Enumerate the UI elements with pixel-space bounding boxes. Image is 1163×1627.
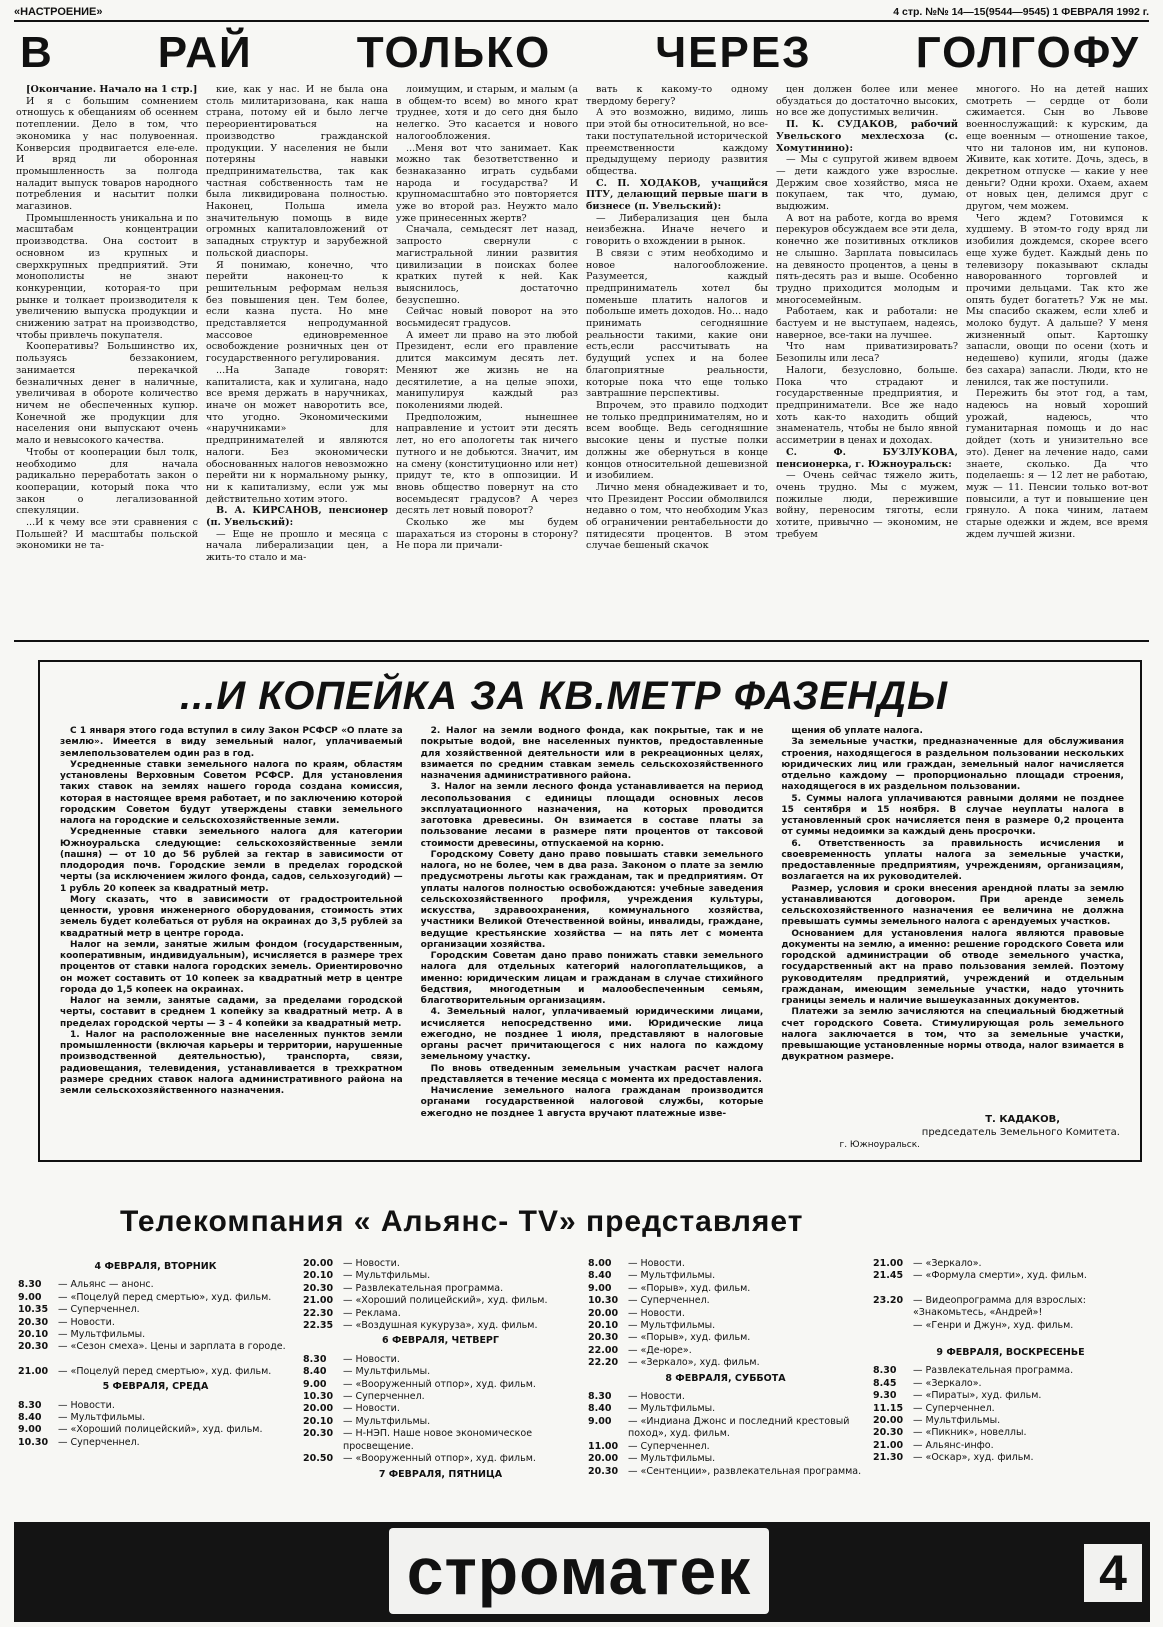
tv-program xyxy=(588,1357,863,1369)
tv-column xyxy=(303,1258,578,1520)
tv-day-heading: 9 ФЕВРАЛЯ, ВОСКРЕСЕНЬЕ xyxy=(936,1347,1085,1359)
tv-program xyxy=(18,1304,293,1316)
paragraph: За земельные участки, предназначенные для обслуживания строения, находящегося в раздельном пользовании нескольких юридических лиц или граждан, земельный налог начисляется отдельно каждому — пропорционально площади строения, находящегося в их раздельном пользовании. xyxy=(781,737,1124,793)
tv-program xyxy=(303,1391,578,1403)
paragraph xyxy=(396,517,578,552)
program-title: — Мультфильмы. xyxy=(343,1415,431,1427)
program-time: 8.30 xyxy=(873,1365,897,1377)
paragraph xyxy=(16,517,198,552)
program-time: 8.40 xyxy=(303,1366,327,1378)
signature-city: г. Южноуральск. xyxy=(839,1140,920,1150)
tv-column xyxy=(873,1258,1148,1520)
tv-program xyxy=(18,1424,293,1436)
program-time: 21.00 xyxy=(303,1295,334,1307)
tv-program xyxy=(18,1341,293,1353)
program-title: — Суперченнел. xyxy=(913,1402,995,1414)
paragraph: Усредненные ставки земельного налога для категории Южноуральска следующие: сельскохозяйственные земли (пашня) — от 10 до 56 рублей за гектар в зависимости от плодородия почв. Городские земли в пределах городской черты (за исключением жилого фонда, садов, сельхозугодий) — 1 рубль 20 копеек за квадратный метр. xyxy=(60,827,403,894)
program-title: — Новости. xyxy=(58,1316,115,1328)
paragraph: Начисление земельного налога гражданам производится органами государственной налоговой службы, которые ежегодно не позднее 1 августа вручают платежные изве- xyxy=(420,1086,764,1119)
tv-program xyxy=(873,1320,1148,1332)
program-title: — Новости. xyxy=(58,1399,115,1411)
program-title: — «Пикник», новеллы. xyxy=(913,1427,1027,1439)
spacer xyxy=(873,1332,1148,1344)
paragraph: Городским Советам дано право понижать ставки земельного налога для отдельных категорий налогоплательщиков, а именно: юридическим лицам и гражданам в случае стихийного бедствия, многодетным и малообеспеченным семьям, благотворительным организациям. xyxy=(420,951,764,1006)
paragraph: 2. Налог на земли водного фонда, как покрытые, так и не покрытые водой, вне населенных пунктов, предоставленные для хозяйственной деятельности или в рекреационных целях, взимается по средним ставкам земель сельскохозяйственного назначения административного района. xyxy=(420,726,764,781)
program-time: 9.00 xyxy=(303,1378,327,1390)
program-time: 10.30 xyxy=(18,1436,49,1448)
article1-column xyxy=(396,84,578,644)
program-time: 9.00 xyxy=(18,1424,42,1436)
program-title: — Н-НЭП. Наше новое экономическое просвещение. xyxy=(343,1428,533,1452)
program-title: — «Зеркало». xyxy=(913,1258,982,1269)
program-time: 8.40 xyxy=(18,1412,42,1424)
paragraph xyxy=(396,330,578,412)
paragraph xyxy=(396,84,578,143)
program-title: — «Порыв», худ. фильм. xyxy=(628,1332,751,1344)
article2-headline: ...И КОПЕЙКА ЗА КВ.МЕТР ФАЗЕНДЫ xyxy=(180,674,948,718)
paragraph xyxy=(776,306,958,341)
paragraph-text: — Еще не прошло и месяца с начала либерализации цен, а жить-то стало и ма- xyxy=(206,528,388,564)
program-title: — Новости. xyxy=(628,1307,685,1319)
paragraph-text: лоимущим, и старым, и малым (а в общем-то всем) во много крат труднее, хотя и до сего дня было нелегко. Это касается и нового налогообложения. xyxy=(396,84,578,142)
headline-word: ТОЛЬКО xyxy=(356,28,552,77)
program-time: 10.30 xyxy=(588,1295,619,1307)
byline: [Окончание. Начало на 1 стр.] xyxy=(26,84,198,95)
paragraph xyxy=(396,412,578,517)
paragraph-text: Чтобы от кооперации был толк, необходимо для начала радикально переработать закон о кооперации, который пока что закон о легализованной спекуляции. xyxy=(16,446,198,517)
page-header xyxy=(14,6,1149,22)
program-time: 20.00 xyxy=(873,1415,904,1427)
paragraph: 4. Земельный налог, уплачиваемый юридическими лицами, исчисляется непосредственно ими. Юридические лица ежегодно, не позднее 1 июля, представляют в налоговые органы расчет причитающегося с них налога по каждому земельному участку. xyxy=(420,1007,764,1063)
tv-program xyxy=(18,1366,293,1378)
program-title: — «Вооруженный отпор», худ. фильм. xyxy=(343,1453,536,1465)
paragraph xyxy=(16,341,198,446)
tv-column xyxy=(588,1258,863,1520)
program-time: 11.15 xyxy=(873,1402,904,1414)
tv-program xyxy=(18,1317,293,1329)
article2-column xyxy=(60,726,403,1156)
paragraph xyxy=(586,178,768,213)
paragraph xyxy=(206,84,388,260)
program-title: — «Хороший полицейский», худ. фильм. xyxy=(58,1424,263,1436)
program-time: 20.10 xyxy=(303,1270,334,1282)
paragraph: Могу сказать, что в зависимости от градостроительной ценности, уровня инженерного оборудования, стоимость этих земель будет колебаться от рубля на окраинах до 3,5 рублей за квадратный метр в центре города. xyxy=(60,894,403,939)
program-time: 10.35 xyxy=(18,1304,49,1316)
program-title: — Альянс — анонс. xyxy=(58,1279,154,1291)
paragraph xyxy=(16,213,198,342)
paragraph xyxy=(966,388,1148,540)
program-time: 21.30 xyxy=(873,1452,904,1464)
page-number: 4 xyxy=(1084,1544,1142,1602)
paragraph: Основанием для установления налога являются правовые документы на землю, а именно: решение городского Совета или городской администрации об отводе земельного участка, государственный акт на право пользования землей. Поэтому руководителям предприятий, учреждений и отдельным гражданам, имеющим земельные участки, надо уточнить границы земель и наличие вышеуказанных документов. xyxy=(781,928,1124,1006)
tv-program xyxy=(303,1428,578,1453)
tv-program xyxy=(588,1416,863,1441)
article1-column xyxy=(586,84,768,644)
program-time: 20.30 xyxy=(303,1282,334,1294)
article2-signature xyxy=(820,1113,1120,1152)
paragraph: 5. Суммы налога уплачиваются равными долями не позднее 15 сентября и 15 ноября. В случае неуплаты налога в установленный срок начисляется пеня в размере 0,2 процента от суммы недоимки за каждый день просрочки. xyxy=(781,793,1124,838)
paragraph xyxy=(586,400,768,482)
program-time: 8.30 xyxy=(18,1279,42,1291)
paragraph-text: — Мы с супругой живем вдвоем — дети каждого уже взрослые. Держим свое хозяйство, мяса не покупаем, так что, думаю, выдюжим. xyxy=(776,154,958,213)
article2-column xyxy=(781,726,1124,1156)
paragraph: Усредненные ставки земельного налога по краям, областям установлены Верховным Советом РСФСР. Для установления таких ставок на землях нашего города создана комиссия, которая в настоящее время работает, и по заключению которой городским Советом будут утверждены ставки земельного налога на городские и сельскохозяйственные земли. xyxy=(60,759,403,826)
program-title: — Мультфильмы. xyxy=(628,1270,716,1282)
program-title: — «Сентенции», развлекательная программа. xyxy=(628,1465,862,1477)
program-title: — «Оскар», худ. фильм. xyxy=(913,1452,1034,1464)
article1-headline xyxy=(20,28,1140,78)
program-title: — Суперченнел. xyxy=(628,1440,710,1452)
paragraph-text: вать к какому-то одному твердому берегу? xyxy=(586,84,768,107)
program-title: — «Индиана Джонс и последний крестовый поход», худ. фильм. xyxy=(628,1415,850,1440)
tv-title: Телекомпания « Альянс- TV» представляет xyxy=(120,1205,804,1238)
program-time: 20.30 xyxy=(18,1341,49,1353)
tv-program xyxy=(588,1332,863,1344)
tv-program xyxy=(873,1427,1148,1439)
paragraph-text: Впрочем, это правило подходит не только предпринимателям, но и всем вообще. Ведь сегодняшние высокие цены и пустые полки должны же обернуться в конце концов относительной дешевизной и изобилием. xyxy=(586,399,768,482)
program-time: 10.30 xyxy=(303,1391,334,1403)
paragraph-text: цен должен более или менее обуздаться до достаточно высоких, но все же допустимых величин. xyxy=(776,84,958,119)
program-time: 23.20 xyxy=(873,1294,904,1306)
program-time: 22.30 xyxy=(303,1307,334,1319)
tv-program xyxy=(588,1295,863,1307)
spacer xyxy=(873,1283,1148,1295)
paragraph: Размер, условия и сроки внесения арендной платы за землю устанавливаются договором. При аренде земель сельскохозяйственного назначения ее величина не должна превышать суммы земельного налога с арендуемых участков. xyxy=(781,883,1124,928)
paragraph xyxy=(776,365,958,447)
paragraph xyxy=(966,213,1148,389)
tv-day-heading: 5 ФЕВРАЛЯ, СРЕДА xyxy=(102,1381,209,1393)
paragraph xyxy=(776,84,958,119)
paragraph-text: Чего ждем? Готовимся к худшему. В этом-то году вряд ли изобилия дождемся, скорее всего еще хуже будет. Каждый день по телевизору показывают склады наворованного торговлей и прочими дельцами. Так кто же опять будет богатеть? Уж не мы. Мы спасибо скажем, если хлеб и молоко будут. А дальше? У меня жизненный опыт. Картошку запасли, овощи по осени (хоть и недешево) купили, ягоды (даже без сахара) запасли. Люди, кто не ленился, так же поступили. xyxy=(966,212,1148,388)
tv-program xyxy=(588,1391,863,1403)
tv-program xyxy=(588,1441,863,1453)
paragraph-text: — Очень сейчас тяжело жить, очень трудно. Мы с мужем, пожилые люди, пережившие войну, переносим тяготы, если хотите, привычно — экономим, не требуем xyxy=(776,470,958,540)
program-time: 21.45 xyxy=(873,1270,904,1282)
tv-program xyxy=(873,1415,1148,1427)
paragraph-text: Я понимаю, конечно, что перейти наконец-то к решительным реформам нельзя без повышения цен. Тем более, если казна пуста. Но мне представляется непродуманной массовое единовременное освобождение розничных цен от государственного регулирования. xyxy=(206,259,388,365)
tv-program xyxy=(18,1292,293,1304)
paragraph: Налог на земли, занятые жилым фондом (государственным, кооперативным, индивидуальным), исчисляется в размере трех процентов от ставки налога городских земель. Ориентировочно он может составить от 10 копеек за квадратный метр в центре города до 1,5 копеек на окраинах. xyxy=(60,939,403,995)
headline-word: ЧЕРЕЗ xyxy=(655,28,812,77)
paragraph xyxy=(206,529,388,564)
paragraph: По вновь отведенным земельным участкам расчет налога представляется в течение месяца с момента их предоставления. xyxy=(420,1063,764,1085)
headline-word: ГОЛГОФУ xyxy=(915,28,1140,77)
tv-program xyxy=(588,1258,863,1270)
paragraph-text: Работаем, как и работали: не бастуем и не выступаем, надеясь, наверное, все-таки на лучшее. xyxy=(776,306,958,341)
paragraph-text: Кооперативы? Большинство их, пользуясь беззаконием, занимается перекачкой безналичных денег в наличные, увеличивая в обороте количество ничем не обеспеченных купюр. Конечной же продукции для населения они выпускают очень мало и невысокого качества. xyxy=(16,341,198,447)
paragraph xyxy=(16,84,198,96)
program-title: — Мультфильмы. xyxy=(913,1415,1001,1427)
paragraph: 3. Налог на земли лесного фонда устанавливается на период лесопользования с единицы площади основных лесов эксплуатационного назначения, на которых проводится заготовка древесины. Он взимается в составе платы за пользование лесами в размере пяти процентов от таксовой стоимости древесины, отпускаемой на корню. xyxy=(420,782,764,849)
program-title: — Мультфильмы. xyxy=(628,1403,716,1415)
program-title: — «Формула смерти», худ. фильм. xyxy=(913,1270,1087,1282)
program-title: — «Поцелуй перед смертью», худ. фильм. xyxy=(58,1365,272,1377)
program-title: — «Воздушная кукуруза», худ. фильм. xyxy=(343,1320,538,1332)
program-time: 20.30 xyxy=(18,1316,49,1328)
paragraph xyxy=(586,248,768,400)
tv-program xyxy=(588,1403,863,1415)
paragraph xyxy=(16,96,198,213)
program-time: 20.30 xyxy=(303,1428,334,1440)
program-time: 21.00 xyxy=(873,1439,904,1451)
program-time: 20.30 xyxy=(873,1427,904,1439)
divider xyxy=(14,640,1149,642)
signature-title: председатель Земельного Комитета. xyxy=(921,1127,1120,1138)
program-title: — «Хороший полицейский», худ. фильм. xyxy=(343,1295,548,1307)
headline-word: В xyxy=(20,28,54,77)
tv-program xyxy=(303,1416,578,1428)
tv-day-heading: 4 ФЕВРАЛЯ, ВТОРНИК xyxy=(94,1261,217,1272)
program-time: 8.00 xyxy=(588,1258,612,1269)
paragraph xyxy=(586,213,768,248)
tv-program xyxy=(18,1412,293,1424)
paragraph xyxy=(206,365,388,505)
program-time: 20.10 xyxy=(18,1329,49,1341)
program-time: 9.00 xyxy=(588,1415,612,1427)
program-title: — «Зеркало», худ. фильм. xyxy=(628,1357,760,1369)
tv-program xyxy=(588,1345,863,1357)
program-title: — Суперченнел. xyxy=(628,1295,710,1307)
article1-column xyxy=(776,84,958,644)
program-title: — Развлекательная программа. xyxy=(913,1365,1074,1377)
paragraph xyxy=(586,84,768,107)
program-title: — Видеопрограмма для взрослых: «Знакомьтесь, «Андрей»! xyxy=(913,1294,1086,1319)
paragraph-text: многого. Но на детей наших смотреть — сердце от боли сжимается. Сын во Львове военнослужащий: к курским, да еще военным — отношение такое, что ни талонов им, ни купонов. Живите, как хотите. Дочь, здесь, в декретном отпуске — какие у нее деньги? Одни крохи. Охаем, ахаем от новых цен, делимся друг с другом, чем можем. xyxy=(966,84,1148,213)
program-time: 21.00 xyxy=(873,1258,904,1269)
tv-schedule xyxy=(18,1258,1148,1520)
program-time: 20.00 xyxy=(303,1403,334,1415)
program-time: 21.00 xyxy=(18,1365,49,1377)
paragraph xyxy=(776,119,958,154)
program-title: — «Зеркало». xyxy=(913,1377,982,1389)
paragraph xyxy=(586,482,768,552)
program-title: — Мультфильмы. xyxy=(628,1320,716,1332)
paragraph-text: кие, как у нас. И не была она столь милитаризована, как наша страна, потому ей и было легче переориентироваться на производство гражданской продукции. У населения не были потеряны навыки предпринимательства, так как частная собственность там не была ликвидирована полностью. Наконец, Польша имела значительную помощь в виде огромных капиталовложений от западных структур и зарубежной польской диаспоры. xyxy=(206,84,388,259)
paragraph-text: Лично меня обнадеживает и то, что Президент России обмолвился недавно о том, что необходим Указ об ограничении рентабельности до пятидесяти процентов. В этом случае бешеный скачок xyxy=(586,481,768,552)
byline: В. А. КИРСАНОВ, пенсионер (п. Увельский): xyxy=(206,505,388,529)
tv-program xyxy=(303,1320,578,1332)
paragraph xyxy=(206,260,388,365)
program-time: 8.30 xyxy=(18,1399,42,1411)
section-label: «НАСТРОЕНИЕ» xyxy=(14,6,103,18)
program-time: 9.30 xyxy=(873,1390,897,1402)
program-title: — Суперченнел. xyxy=(58,1304,140,1316)
program-time: 20.00 xyxy=(303,1258,334,1269)
program-time: 20.00 xyxy=(588,1307,619,1319)
program-time: 9.00 xyxy=(18,1291,42,1303)
paragraph-text: Промышленность уникальна и по масштабам концентрации производства. Она состоит в основном из крупных и сверхкрупных предприятий. Эти монополисты не знают конкуренции, которая-то при рынке и толкает производителя к увеличению выпуска продукции и снижению затрат на производство, чтобы привлечь покупателя. xyxy=(16,212,198,341)
paragraph-text: А имеет ли право на это любой Президент, если его правление длится максимум десять лет. Меняют же жизнь не на десятилетие, а на целые эпохи, манипулируя каждый раз поколениями людей. xyxy=(396,329,578,411)
paragraph xyxy=(586,107,768,177)
tv-program xyxy=(303,1270,578,1282)
tv-program xyxy=(303,1403,578,1415)
program-title: — «Порыв», худ. фильм. xyxy=(628,1282,751,1294)
article1-column xyxy=(16,84,198,644)
article2-column xyxy=(421,726,764,1156)
paragraph: щения об уплате налога. xyxy=(791,726,923,736)
paragraph: 6. Ответственность за правильность исчисления и своевременность уплаты налога за земельные участки, предоставленные предприятиям, учреждениям, организациям, возлагается на их руководителей. xyxy=(781,838,1124,883)
program-time: 20.50 xyxy=(303,1453,334,1465)
paragraph-text: В связи с этим необходимо и новое налогообложение. Разумеется, каждый предприниматель хотел бы поменьше платить налогов и побольше иметь доходов. Но... надо принимать сегодняшние реальности такими, какие они есть,если рассчитывать на будущий успех и на более благоприятные реальности, которые пока что еще только завтрашние перспективы. xyxy=(586,247,768,400)
paragraph xyxy=(776,470,958,540)
tv-column xyxy=(18,1258,293,1520)
tv-program xyxy=(303,1453,578,1465)
issue-info: 4 стр. №№ 14—15(9544—9545) 1 ФЕВРАЛЯ 1992 г. xyxy=(893,6,1149,18)
tv-program xyxy=(588,1283,863,1295)
tv-program xyxy=(873,1440,1148,1452)
tv-day-heading: 8 ФЕВРАЛЯ, СУББОТА xyxy=(665,1372,786,1384)
tv-program xyxy=(873,1378,1148,1390)
program-time: 11.00 xyxy=(588,1440,619,1452)
program-time: 22.20 xyxy=(588,1357,619,1369)
paragraph: Налог на земли, занятые садами, за пределами городской черты, составит в среднем 1 копейку за квадратный метр. А в пределах городской черты — 3 – 4 копейки за квадратный метр. xyxy=(60,996,403,1029)
article1-columns xyxy=(16,84,1148,644)
paragraph-text: ...Меня вот что занимает. Как можно так безответственно и безнаказанно играть судьбами народа и государства? И крупномасштабно это повторяется уже во второй раз. Неужто мало уже принесенных жертв? xyxy=(396,142,578,224)
paragraph: С 1 января этого года вступил в силу Закон РСФСР «О плате за землю». Имеется в виду земельный налог, уплачиваемый землепользователем один раз в год. xyxy=(60,726,403,759)
tv-program xyxy=(303,1308,578,1320)
program-time: 20.30 xyxy=(588,1332,619,1344)
spacer xyxy=(18,1354,293,1366)
tv-program xyxy=(588,1320,863,1332)
paragraph-text: Налоги, безусловно, больше. Пока что страдают и государственные предприятия, и предприниматели. Все же надо хоть как-то находить общий знаменатель, чтобы не было явной ассиметрии в ценах и доходах. xyxy=(776,364,958,447)
paragraph xyxy=(776,213,958,307)
tv-day-heading: 7 ФЕВРАЛЯ, ПЯТНИЦА xyxy=(378,1468,503,1480)
program-title: — Новости. xyxy=(343,1353,400,1365)
program-title: — Реклама. xyxy=(343,1307,401,1319)
program-title: — Мультфильмы. xyxy=(58,1329,146,1341)
program-time: 8.40 xyxy=(588,1270,612,1282)
tv-program xyxy=(303,1366,578,1378)
program-time: 22.35 xyxy=(303,1320,334,1332)
paragraph-text: И я с большим сомнением отношусь к обещаниям об осеннем потеплении. Дело в том, что экономика у нас полувоенная. Конверсия продвигается еле-еле. И вряд ли оборонная промышленность за полгода наладит выпуск товаров народного потребления и насытит полки магазинов. xyxy=(16,95,198,213)
program-time: 8.45 xyxy=(873,1377,897,1389)
tv-program xyxy=(18,1329,293,1341)
paragraph-text: Сейчас новый поворот на это восьмидесят градусов. xyxy=(396,306,578,330)
program-time: 8.40 xyxy=(588,1403,612,1415)
signature-name: Т. КАДАКОВ, xyxy=(985,1114,1060,1125)
tv-program xyxy=(588,1308,863,1320)
tv-program xyxy=(873,1403,1148,1415)
tv-program xyxy=(303,1379,578,1391)
paragraph xyxy=(396,143,578,225)
paragraph xyxy=(776,447,958,470)
tv-program xyxy=(18,1279,293,1291)
paragraph-text: — Либерализация цен была неизбежна. Иначе нечего и говорить о вхождении в рынок. xyxy=(586,212,768,248)
paragraph: Платежи за землю зачисляются на специальный бюджетный счет городского Совета. Стимулирующая роль земельного налога заключается в том, что за земельные участки, превышающие установленные нормы отвода, налог взимается в двукратном размере. xyxy=(781,1007,1124,1063)
paragraph: 1. Налог на расположенные вне населенных пунктов земли промышленности (включая карьеры и территории, нарушенные производственной деятельностью), транспорта, связи, радиовещания, телевидения, устанавливается в трехкратном размере средних ставок налога административного района на земли сельскохозяйственного назначения. xyxy=(60,1029,403,1096)
byline: С. Ф. БУЗЛУКОВА, пенсионерка, г. Южноуральск: xyxy=(776,446,958,470)
program-time: 20.10 xyxy=(588,1320,619,1332)
paragraph xyxy=(396,224,578,306)
byline: С. П. ХОДАКОВ, учащийся ПТУ, делающий первые шаги в бизнесе (п. Увельский): xyxy=(586,177,768,213)
tv-program xyxy=(18,1400,293,1412)
article1-column xyxy=(966,84,1148,644)
program-title: — Новости. xyxy=(628,1391,685,1403)
tv-program xyxy=(873,1270,1148,1282)
paragraph: Городскому Совету дано право повышать ставки земельного налога, но не более, чем в два раза. Законом о плате за землю предусмотрены льготы как гражданам, так и предприятиям. От уплаты налогов полностью освобождаются: учебные заведения сельскохозяйственного профиля, учреждения культуры, искусства, здравоохранения, коммунального хозяйства, участники Великой Отечественной войны, инвалиды, граждане, ведущие крестьянские хозяйства — на пять лет с момента организации хозяйства. xyxy=(420,849,764,950)
tv-program xyxy=(873,1258,1148,1270)
tv-program xyxy=(588,1466,863,1478)
tv-day-heading: 6 ФЕВРАЛЯ, ЧЕТВЕРГ xyxy=(382,1335,499,1347)
paragraph-text: Сколько же мы будем шарахаться из стороны в сторону? Не пора ли причали- xyxy=(396,517,578,552)
paragraph-text: Предположим, нынешнее направление и устоит эти десять лет, но его апологеты так ничего путного и не добьются. Значит, им на смену (конституционно или нет) придут те, кто в оппозиции. И вновь общество повернут на сто восемьдесят градусов? А через десять лет новый поворот? xyxy=(396,411,578,517)
paragraph xyxy=(776,154,958,213)
paragraph xyxy=(966,84,1148,213)
footer-banner xyxy=(14,1522,1150,1622)
tv-program xyxy=(303,1295,578,1307)
program-time: 20.00 xyxy=(588,1453,619,1465)
program-time: 20.30 xyxy=(588,1465,619,1477)
program-time: 20.10 xyxy=(303,1415,334,1427)
tv-program xyxy=(18,1437,293,1449)
paragraph-text: Сначала, семьдесят лет назад, запросто свернули с магистральной линии развития цивилизации в поисках более кратких путей к ней. Как выяснилось, достаточно безуспешно. xyxy=(396,224,578,306)
paragraph xyxy=(16,447,198,517)
program-title: — «Вооруженный отпор», худ. фильм. xyxy=(343,1378,536,1390)
paragraph xyxy=(776,341,958,364)
program-title: — Альянс-инфо. xyxy=(913,1439,994,1451)
article2-columns xyxy=(60,726,1124,1156)
article2-box xyxy=(38,660,1142,1162)
program-title: — «Де-юре». xyxy=(628,1344,692,1356)
program-title: — Мультфильмы. xyxy=(343,1270,431,1282)
paragraph xyxy=(396,306,578,329)
tv-program xyxy=(588,1270,863,1282)
program-time: 8.30 xyxy=(303,1353,327,1365)
paragraph-text: Пережить бы этот год, а там, надеюсь на новый хороший урожай, надеюсь, что гуманитарная помощь и до нас дойдет (хоть и унизительно все это). Денег на лечение надо, сами знаете, сколько. Да что поделаешь: я — 12 лет не работаю, муж — 11. Пенсии только вот-вот повысили, а тут и повышение цен грянуло. А пока чиним, латаем старые одежки и ждем, все время ждем лучшей жизни. xyxy=(966,388,1148,540)
tv-program xyxy=(303,1354,578,1366)
program-title: — Мультфильмы. xyxy=(58,1412,146,1424)
program-title: — Суперченнел. xyxy=(343,1391,425,1403)
paragraph-text: ...На Западе говорят: капиталиста, как и хулигана, надо все время держать в наручниках, иначе он может наворотить все, что угодно. Экономическими «наручниками» для предпринимателей и являются налоги. Без экономически обоснованных налогов невозможно перейти ни к нормальному рынку, ни к капитализму, если уж мы действительно хотим этого. xyxy=(206,364,388,505)
paragraph-text: А это возможно, видимо, лишь при этой бы относительной, но все-таки поступательной исторической преемственности каждому предыдущему периоду развития общества. xyxy=(586,107,768,177)
program-title: — Новости. xyxy=(343,1258,400,1269)
article1-column xyxy=(206,84,388,644)
paragraph xyxy=(206,505,388,528)
tv-program xyxy=(588,1453,863,1465)
byline: П. К. СУДАКОВ, рабочий Увельского мехлесхоза (с. Хомутинино): xyxy=(776,119,958,154)
tv-program xyxy=(873,1452,1148,1464)
program-title: — Развлекательная программа. xyxy=(343,1282,504,1294)
program-title: — Мультфильмы. xyxy=(628,1453,716,1465)
program-title: — Суперченнел. xyxy=(58,1436,140,1448)
program-time: 8.30 xyxy=(588,1391,612,1403)
paragraph-text: ...И к чему все эти сравнения с Польшей? И масштабы польской экономики не та- xyxy=(16,517,198,552)
tv-program xyxy=(873,1390,1148,1402)
tv-program xyxy=(873,1295,1148,1320)
tv-program xyxy=(303,1283,578,1295)
program-time: 9.00 xyxy=(588,1282,612,1294)
program-title: — «Пираты», худ. фильм. xyxy=(913,1390,1042,1402)
tv-program xyxy=(873,1365,1148,1377)
program-title: — Новости. xyxy=(343,1403,400,1415)
program-title: — «Сезон смеха». Цены и зарплата в городе. xyxy=(58,1341,286,1353)
program-time xyxy=(873,1320,913,1332)
headline-word: РАЙ xyxy=(157,28,253,77)
program-title: — Новости. xyxy=(628,1258,685,1269)
paragraph-text: Что нам приватизировать? Безопилы или леса? xyxy=(776,341,958,365)
program-title: — Мультфильмы. xyxy=(343,1366,431,1378)
paragraph-text: А вот на работе, когда во время перекуров обсуждаем все эти дела, конечно же позитивных откликов не слышно. Зарплата повысилась на девяносто процентов, а цены в пять-десять раз и выше. Особенно трудно приходится молодым и многосемейным. xyxy=(776,212,958,306)
brand-logo: строматек xyxy=(389,1528,769,1614)
program-title: — «Поцелуй перед смертью», худ. фильм. xyxy=(58,1291,272,1303)
program-title: — «Генри и Джун», худ. фильм. xyxy=(913,1319,1074,1331)
tv-program xyxy=(303,1258,578,1270)
program-time: 22.00 xyxy=(588,1344,619,1356)
